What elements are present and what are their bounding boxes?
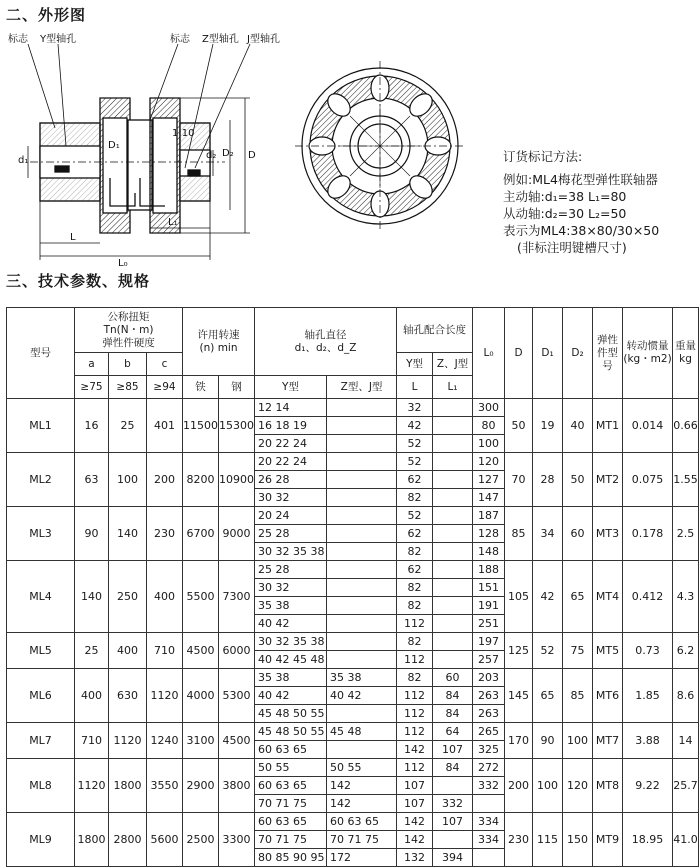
hdr-len-L1: L₁	[433, 376, 473, 399]
hdr-steel: 钢	[219, 376, 255, 399]
bore-zj	[327, 579, 397, 597]
len-L0: 191	[473, 597, 505, 615]
torque-a: 710	[75, 723, 109, 759]
order-drive-shaft: 主动轴:d₁=38 L₁=80	[503, 189, 627, 204]
len-L1	[433, 417, 473, 435]
len-L0: 120	[473, 453, 505, 471]
dim-D2: 100	[563, 723, 593, 759]
len-L1: 64	[433, 723, 473, 741]
len-L1: 107	[433, 741, 473, 759]
len-L: 62	[397, 525, 433, 543]
len-L: 82	[397, 489, 433, 507]
spec-table	[6, 307, 699, 867]
speed-iron: 4000	[183, 669, 219, 723]
torque-a: 16	[75, 399, 109, 453]
bore-y: 50 55	[255, 759, 327, 777]
j-hole-label: J型轴孔	[247, 34, 280, 45]
len-L: 107	[397, 777, 433, 795]
bore-zj	[327, 561, 397, 579]
speed-steel: 4500	[219, 723, 255, 759]
d1-label: d₁	[18, 155, 29, 166]
bore-y: 60 63 65	[255, 813, 327, 831]
speed-iron: 5500	[183, 561, 219, 633]
weight: 0.66	[673, 399, 699, 453]
len-L: 132	[397, 849, 433, 867]
torque-a: 1800	[75, 813, 109, 867]
bore-y: 25 28	[255, 561, 327, 579]
bore-y: 60 63 65	[255, 777, 327, 795]
len-L: 32	[397, 399, 433, 417]
weight: 1.55	[673, 453, 699, 507]
inertia: 0.014	[623, 399, 673, 453]
mark-label-right: 标志	[170, 34, 190, 45]
speed-steel: 15300	[219, 399, 255, 453]
bore-y: 70 71 75	[255, 795, 327, 813]
len-L1	[433, 831, 473, 849]
len-L0: 334	[473, 813, 505, 831]
len-L0: 188	[473, 561, 505, 579]
torque-a: 63	[75, 453, 109, 507]
bore-zj	[327, 471, 397, 489]
len-L: 142	[397, 813, 433, 831]
bore-y: 70 71 75	[255, 831, 327, 849]
order-driven-shaft: 从动轴:d₂=30 L₂=50	[503, 206, 627, 221]
hdr-y-type: Y型	[255, 376, 327, 399]
dim-D1: 19	[533, 399, 563, 453]
d2-label: d₂	[206, 150, 217, 161]
bore-zj: 70 71 75	[327, 831, 397, 849]
len-L: 62	[397, 561, 433, 579]
bore-y: 26 28	[255, 471, 327, 489]
torque-b: 400	[109, 633, 147, 669]
D2-label: D₂	[222, 148, 234, 159]
hdr-weight: 重量 kg	[673, 308, 699, 399]
bore-y: 60 63 65	[255, 741, 327, 759]
dim-D1: 100	[533, 759, 563, 813]
torque-a: 25	[75, 633, 109, 669]
hdr-fit-length: 轴孔配合长度	[397, 308, 473, 353]
order-note: (非标注明键槽尺寸)	[517, 240, 627, 255]
speed-iron: 4500	[183, 633, 219, 669]
len-L: 82	[397, 597, 433, 615]
hdr-a: a	[75, 353, 109, 376]
len-L0: 325	[473, 741, 505, 759]
model-name: ML3	[7, 507, 75, 561]
model-name: ML1	[7, 399, 75, 453]
elastic-type: MT1	[593, 399, 623, 453]
model-name: ML7	[7, 723, 75, 759]
dim-D: 85	[505, 507, 533, 561]
len-L1: 84	[433, 705, 473, 723]
dim-D1: 90	[533, 723, 563, 759]
weight: 2.5	[673, 507, 699, 561]
bore-y: 16 18 19	[255, 417, 327, 435]
len-L1	[433, 507, 473, 525]
len-L0: 251	[473, 615, 505, 633]
bore-y: 45 48 50 55	[255, 705, 327, 723]
torque-a: 400	[75, 669, 109, 723]
weight: 6.2	[673, 633, 699, 669]
len-L: 82	[397, 669, 433, 687]
table-row	[7, 399, 699, 417]
elastic-type: MT7	[593, 723, 623, 759]
len-L: 42	[397, 417, 433, 435]
len-L: 82	[397, 579, 433, 597]
bore-zj: 35 38	[327, 669, 397, 687]
bore-zj	[327, 507, 397, 525]
len-L1: 84	[433, 687, 473, 705]
len-L: 62	[397, 471, 433, 489]
len-L: 112	[397, 723, 433, 741]
torque-b: 25	[109, 399, 147, 453]
bore-y: 40 42	[255, 687, 327, 705]
len-L0: 263	[473, 705, 505, 723]
dim-D2: 50	[563, 453, 593, 507]
dim-D2: 40	[563, 399, 593, 453]
bore-zj	[327, 543, 397, 561]
len-L1: 60	[433, 669, 473, 687]
bore-y: 30 32	[255, 579, 327, 597]
dim-D: 145	[505, 669, 533, 723]
torque-b: 2800	[109, 813, 147, 867]
bore-zj: 50 55	[327, 759, 397, 777]
torque-c: 230	[147, 507, 183, 561]
torque-c: 3550	[147, 759, 183, 813]
bore-y: 40 42 45 48	[255, 651, 327, 669]
table-row	[7, 723, 699, 741]
torque-a: 1120	[75, 759, 109, 813]
len-L1	[433, 633, 473, 651]
bore-zj	[327, 615, 397, 633]
y-hole-label: Y型轴孔	[40, 34, 77, 45]
dim-D: 105	[505, 561, 533, 633]
len-L: 112	[397, 651, 433, 669]
bore-zj: 60 63 65	[327, 813, 397, 831]
bore-y: 40 42	[255, 615, 327, 633]
len-L0: 257	[473, 651, 505, 669]
hdr-hardness-a: ≥75	[75, 376, 109, 399]
torque-c: 200	[147, 453, 183, 507]
speed-steel: 3300	[219, 813, 255, 867]
inertia: 0.412	[623, 561, 673, 633]
model-name: ML4	[7, 561, 75, 633]
order-example: 例如:ML4梅花型弹性联轴器	[503, 172, 658, 187]
inertia: 1.85	[623, 669, 673, 723]
bore-y: 25 28	[255, 525, 327, 543]
bore-zj	[327, 651, 397, 669]
len-L1: 332	[433, 795, 473, 813]
bore-zj	[327, 597, 397, 615]
bore-zj	[327, 453, 397, 471]
torque-b: 1120	[109, 723, 147, 759]
hdr-hardness-c: ≥94	[147, 376, 183, 399]
L1-label: L₁	[168, 217, 178, 228]
inertia: 18.95	[623, 813, 673, 867]
len-L0: 100	[473, 435, 505, 453]
torque-c: 401	[147, 399, 183, 453]
len-L: 112	[397, 687, 433, 705]
len-L: 142	[397, 741, 433, 759]
bore-y: 12 14	[255, 399, 327, 417]
bore-y: 20 24	[255, 507, 327, 525]
dim-D2: 85	[563, 669, 593, 723]
bore-zj	[327, 489, 397, 507]
section-title-specs: 三、技术参数、规格	[6, 272, 151, 290]
len-L: 52	[397, 453, 433, 471]
bore-zj: 40 42	[327, 687, 397, 705]
elastic-type: MT2	[593, 453, 623, 507]
elastic-type: MT6	[593, 669, 623, 723]
dim-D2: 75	[563, 633, 593, 669]
len-L0: 128	[473, 525, 505, 543]
bore-zj	[327, 741, 397, 759]
len-L1: 107	[433, 813, 473, 831]
hdr-model: 型号	[7, 308, 75, 399]
bore-y: 80 85 90 95	[255, 849, 327, 867]
table-row	[7, 669, 699, 687]
bore-y: 20 22 24	[255, 435, 327, 453]
len-L0: 265	[473, 723, 505, 741]
torque-c: 710	[147, 633, 183, 669]
speed-iron: 2500	[183, 813, 219, 867]
bore-zj	[327, 417, 397, 435]
hdr-elastic: 弹性 件型 号	[593, 308, 623, 399]
torque-c: 1240	[147, 723, 183, 759]
bore-zj: 142	[327, 795, 397, 813]
bore-zj: 172	[327, 849, 397, 867]
len-L0: 148	[473, 543, 505, 561]
len-L1	[433, 543, 473, 561]
dim-D1: 52	[533, 633, 563, 669]
torque-c: 400	[147, 561, 183, 633]
elastic-type: MT5	[593, 633, 623, 669]
len-L1	[433, 597, 473, 615]
hdr-len-y: Y型	[397, 353, 433, 376]
torque-b: 630	[109, 669, 147, 723]
model-name: ML9	[7, 813, 75, 867]
len-L0: 272	[473, 759, 505, 777]
inertia: 0.73	[623, 633, 673, 669]
taper-label: 1:10	[172, 128, 195, 139]
hdr-D1: D₁	[533, 308, 563, 399]
len-L: 112	[397, 615, 433, 633]
len-L0: 127	[473, 471, 505, 489]
len-L: 142	[397, 831, 433, 849]
elastic-type: MT3	[593, 507, 623, 561]
hdr-iron: 铁	[183, 376, 219, 399]
torque-b: 100	[109, 453, 147, 507]
bore-y: 30 32 35 38	[255, 543, 327, 561]
bore-y: 20 22 24	[255, 453, 327, 471]
table-row	[7, 633, 699, 651]
len-L1	[433, 579, 473, 597]
inertia: 9.22	[623, 759, 673, 813]
torque-a: 140	[75, 561, 109, 633]
speed-iron: 2900	[183, 759, 219, 813]
len-L1: 84	[433, 759, 473, 777]
dim-D: 125	[505, 633, 533, 669]
len-L1: 394	[433, 849, 473, 867]
dim-D2: 65	[563, 561, 593, 633]
inertia: 3.88	[623, 723, 673, 759]
bore-y: 30 32	[255, 489, 327, 507]
bore-y: 30 32 35 38	[255, 633, 327, 651]
len-L0: 187	[473, 507, 505, 525]
hdr-torque: 公称扭矩 Tn(N・m) 弹性件硬度	[75, 308, 183, 353]
len-L0: 147	[473, 489, 505, 507]
hdr-len-L: L	[397, 376, 433, 399]
len-L1	[433, 489, 473, 507]
hdr-speed: 许用转速 (n) min	[183, 308, 255, 376]
elastic-type: MT4	[593, 561, 623, 633]
torque-c: 1120	[147, 669, 183, 723]
len-L: 107	[397, 795, 433, 813]
bore-zj: 142	[327, 777, 397, 795]
bore-y: 35 38	[255, 597, 327, 615]
inertia: 0.075	[623, 453, 673, 507]
dim-D2: 150	[563, 813, 593, 867]
order-shown-as: 表示为ML4:38×80/30×50	[503, 223, 660, 238]
D-label: D	[248, 150, 256, 161]
len-L1	[433, 471, 473, 489]
len-L: 82	[397, 633, 433, 651]
torque-b: 1800	[109, 759, 147, 813]
dim-D1: 65	[533, 669, 563, 723]
weight: 41.0	[673, 813, 699, 867]
speed-steel: 10900	[219, 453, 255, 507]
bore-zj	[327, 435, 397, 453]
len-L1	[433, 435, 473, 453]
len-L0	[473, 849, 505, 867]
speed-steel: 3800	[219, 759, 255, 813]
model-name: ML8	[7, 759, 75, 813]
bore-zj	[327, 705, 397, 723]
table-row	[7, 813, 699, 831]
dim-D2: 60	[563, 507, 593, 561]
elastic-type: MT9	[593, 813, 623, 867]
len-L1	[433, 651, 473, 669]
dim-D2: 120	[563, 759, 593, 813]
speed-iron: 8200	[183, 453, 219, 507]
len-L1	[433, 777, 473, 795]
mark-label-left: 标志	[8, 34, 28, 45]
speed-iron: 3100	[183, 723, 219, 759]
inertia: 0.178	[623, 507, 673, 561]
D1-label: D₁	[108, 140, 120, 151]
len-L0: 334	[473, 831, 505, 849]
len-L0: 332	[473, 777, 505, 795]
hdr-L0: L₀	[473, 308, 505, 399]
weight: 25.7	[673, 759, 699, 813]
model-name: ML2	[7, 453, 75, 507]
hdr-D: D	[505, 308, 533, 399]
order-marking-note	[503, 148, 659, 256]
table-row	[7, 759, 699, 777]
speed-steel: 6000	[219, 633, 255, 669]
table-row	[7, 561, 699, 579]
len-L1	[433, 399, 473, 417]
z-hole-label: Z型轴孔	[202, 34, 239, 45]
L0-label: L₀	[118, 258, 128, 268]
len-L0: 80	[473, 417, 505, 435]
len-L: 52	[397, 435, 433, 453]
hdr-inertia: 转动惯量 (kg・m2)	[623, 308, 673, 399]
speed-iron: 6700	[183, 507, 219, 561]
bore-zj	[327, 633, 397, 651]
speed-steel: 9000	[219, 507, 255, 561]
torque-a: 90	[75, 507, 109, 561]
len-L0: 263	[473, 687, 505, 705]
hdr-D2: D₂	[563, 308, 593, 399]
speed-steel: 7300	[219, 561, 255, 633]
bore-zj	[327, 525, 397, 543]
len-L0: 300	[473, 399, 505, 417]
torque-b: 140	[109, 507, 147, 561]
len-L0: 151	[473, 579, 505, 597]
model-name: ML5	[7, 633, 75, 669]
section-title-drawing: 二、外形图	[6, 6, 87, 24]
len-L0: 197	[473, 633, 505, 651]
len-L: 112	[397, 705, 433, 723]
weight: 8.6	[673, 669, 699, 723]
dim-D1: 34	[533, 507, 563, 561]
len-L0: 203	[473, 669, 505, 687]
len-L: 52	[397, 507, 433, 525]
len-L1	[433, 525, 473, 543]
bore-zj	[327, 399, 397, 417]
hdr-len-zj: Z、J型	[433, 353, 473, 376]
weight: 14	[673, 723, 699, 759]
bore-y: 35 38	[255, 669, 327, 687]
model-name: ML6	[7, 669, 75, 723]
bore-y: 45 48 50 55	[255, 723, 327, 741]
torque-c: 5600	[147, 813, 183, 867]
speed-steel: 5300	[219, 669, 255, 723]
elastic-type: MT8	[593, 759, 623, 813]
hdr-zj-type: Z型、J型	[327, 376, 397, 399]
dim-D: 50	[505, 399, 533, 453]
weight: 4.3	[673, 561, 699, 633]
dim-D1: 28	[533, 453, 563, 507]
dim-D1: 42	[533, 561, 563, 633]
dim-D1: 115	[533, 813, 563, 867]
hdr-hardness-b: ≥85	[109, 376, 147, 399]
torque-b: 250	[109, 561, 147, 633]
order-title: 订货标记方法:	[503, 149, 583, 164]
len-L1	[433, 561, 473, 579]
end-view	[295, 61, 465, 231]
bore-zj: 45 48	[327, 723, 397, 741]
dim-D: 70	[505, 453, 533, 507]
L-label: L	[70, 232, 76, 243]
hdr-bore: 轴孔直径 d₁、d₂、d_Z	[255, 308, 397, 376]
table-row	[7, 453, 699, 471]
table-row	[7, 507, 699, 525]
len-L1	[433, 615, 473, 633]
dim-D: 170	[505, 723, 533, 759]
len-L1	[433, 453, 473, 471]
len-L: 112	[397, 759, 433, 777]
hdr-c: c	[147, 353, 183, 376]
speed-iron: 11500	[183, 399, 219, 453]
dim-D: 230	[505, 813, 533, 867]
dim-D: 200	[505, 759, 533, 813]
hdr-b: b	[109, 353, 147, 376]
len-L: 82	[397, 543, 433, 561]
